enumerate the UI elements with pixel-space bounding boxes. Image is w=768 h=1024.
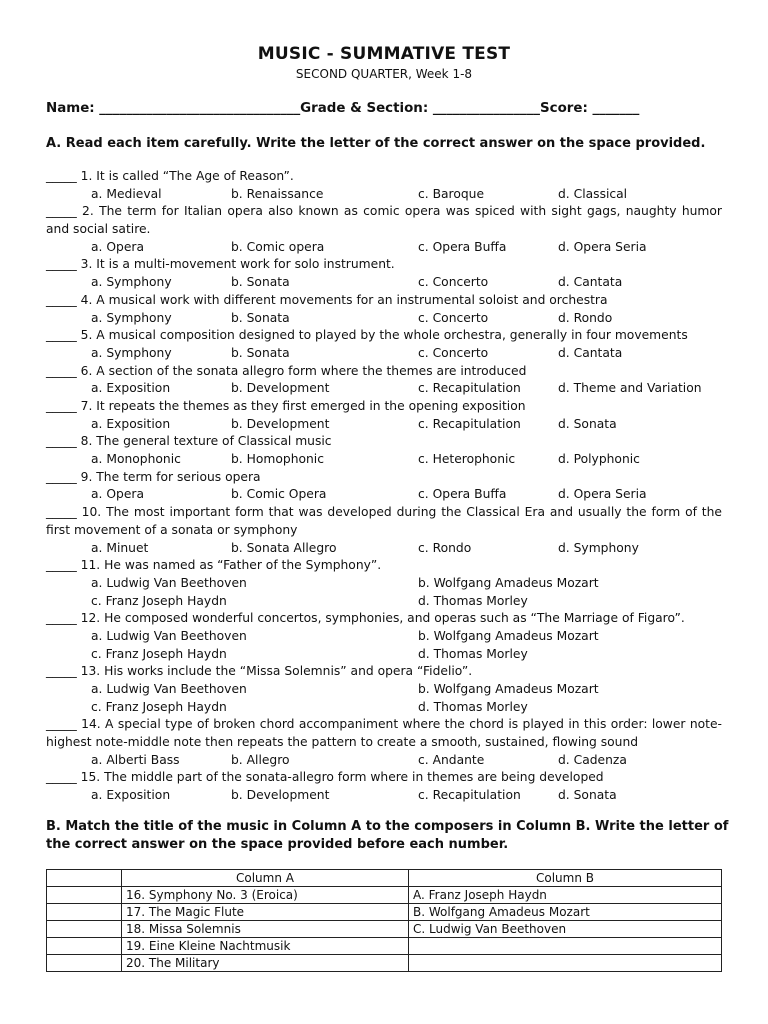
question-11: _____ 11. He was named as “Father of the Symphony”. [46,558,382,573]
options-row [46,646,722,664]
answer-option: a. Opera [91,487,144,502]
answer-option: c. Andante [418,752,485,767]
answer-option: b. Renaissance [231,186,324,201]
answer-option: d. Thomas Morley [418,593,528,608]
answer-option: d. Cadenza [558,752,627,767]
answer-option: b. Development [231,381,330,396]
part-b-instruction: B. Match the title of the music in Column A to the composers in Column B. Write the letter of the correct answer on the space provided before each number. [46,819,729,852]
answer-option: b. Comic opera [231,239,325,254]
answer-option: c. Opera Buffa [418,487,507,502]
matching-table [46,869,722,972]
column-b-cell: B. Wolfgang Amadeus Mozart [409,904,722,921]
answer-option: a. Exposition [91,416,171,431]
answer-option: b. Sonata Allegro [231,540,337,555]
table-row [47,938,722,955]
question-13: _____ 13. His works include the “Missa Solemnis” and opera “Fidelio”. [46,664,473,679]
answer-option: d. Cantata [558,275,623,290]
table-header-row [47,870,722,887]
question-2: _____ 2. The term for Italian opera also known as comic opera was spiced with sight gags, naughty humor and social satire. [46,204,722,237]
answer-option: c. Concerto [418,345,489,360]
options-row [46,787,722,805]
options-row [46,380,722,398]
answer-option: d. Thomas Morley [418,699,528,714]
answer-option: a. Alberti Bass [91,752,180,767]
options-row [46,451,722,469]
question-1: _____ 1. It is called “The Age of Reason”. [46,169,294,183]
answer-option: b. Wolfgang Amadeus Mozart [418,575,599,590]
options-row [46,310,722,328]
answer-option: a. Opera [91,239,144,254]
column-a-cell: 16. Symphony No. 3 (Eroica) [122,887,409,904]
answer-option: c. Opera Buffa [418,239,507,254]
answer-option: c. Franz Joseph Haydn [91,699,227,714]
table-row [47,887,722,904]
column-b-cell [409,955,722,972]
answer-option: d. Symphony [558,540,639,555]
answer-option: a. Symphony [91,345,172,360]
answer-option: a. Symphony [91,275,172,290]
answer-option: c. Baroque [418,186,485,201]
options-row [46,540,722,558]
answer-option: b. Wolfgang Amadeus Mozart [418,628,599,643]
answer-option: a. Symphony [91,310,172,325]
column-b-cell: A. Franz Joseph Haydn [409,887,722,904]
page-subtitle: SECOND QUARTER, Week 1-8 [295,67,473,81]
answer-option: b. Sonata [231,310,290,325]
question-10: _____ 10. The most important form that was developed during the Classical Era and usually the form of the first movement of a sonata or symphony [46,505,722,537]
answer-option: d. Theme and Variation [558,381,702,396]
answer-option: d. Classical [558,186,628,201]
table-row [47,955,722,972]
column-a-cell: 17. The Magic Flute [122,904,409,921]
answer-option: c. Rondo [418,540,472,555]
answer-option: b. Development [231,788,330,803]
answer-option: c. Franz Joseph Haydn [91,593,227,608]
answer-option: a. Ludwig Van Beethoven [91,628,247,643]
options-row [46,416,722,434]
answer-option: b. Sonata [231,275,290,290]
options-row [46,239,722,257]
answer-option: d. Sonata [558,416,617,431]
column-b-cell [409,938,722,955]
options-row [46,274,722,292]
column-b-header: Column B [409,870,722,887]
options-row [46,486,722,504]
question-6: _____ 6. A section of the sonata allegro form where the themes are introduced [46,363,527,378]
answer-option: d. Cantata [558,345,623,360]
answer-option: b. Wolfgang Amadeus Mozart [418,682,599,696]
answer-option: a. Minuet [91,540,149,555]
answer-option: c. Concerto [418,275,489,290]
answer-option: d. Opera Seria [558,239,647,254]
question-9: _____ 9. The term for serious opera [46,469,261,484]
options-row [46,699,722,717]
question-4: _____ 4. A musical work with different movements for an instrumental soloist and orchestra [46,292,608,307]
answer-option: a. Exposition [91,381,171,396]
answer-blank-cell [47,955,122,972]
answer-option: c. Recapitulation [418,381,521,396]
answer-option: a. Monophonic [91,452,181,467]
options-row [46,186,722,204]
answer-column-header [47,870,122,887]
answer-option: b. Homophonic [231,452,324,467]
answer-blank-cell [47,904,122,921]
answer-option: d. Opera Seria [558,487,647,502]
column-a-cell: 18. Missa Solemnis [122,921,409,938]
column-b-cell: C. Ludwig Van Beethoven [409,921,722,938]
answer-blank-cell [47,921,122,938]
options-row [46,628,722,646]
answer-option: b. Development [231,416,330,431]
question-3: _____ 3. It is a multi-movement work for solo instrument. [46,257,395,272]
answer-option: c. Heterophonic [418,452,516,467]
answer-option: b. Allegro [231,752,290,767]
answer-option: b. Comic Opera [231,487,327,502]
answer-option: a. Exposition [91,788,171,803]
answer-option: c. Franz Joseph Haydn [91,646,227,661]
page-title: MUSIC - SUMMATIVE TEST [257,44,511,64]
student-info-line: Name: ______________________________Grade & Section: ________________Score: _______ [46,101,640,116]
answer-blank-cell [47,887,122,904]
column-a-cell: 20. The Military [122,955,409,972]
table-row [47,921,722,938]
question-14: _____ 14. A special type of broken chord accompaniment where the chord is played in this order: lower note- highest note-middle note then repeats the pattern to create a smooth, sustained, flowing sound [46,717,722,750]
answer-option: d. Thomas Morley [418,646,528,661]
answer-option: c. Recapitulation [418,416,521,431]
options-row [46,752,722,770]
question-7: _____ 7. It repeats the themes as they first emerged in the opening exposition [46,398,526,413]
options-row [46,345,722,363]
answer-option: d. Polyphonic [558,452,640,467]
options-row [46,681,722,699]
table-row [47,904,722,921]
answer-option: a. Ludwig Van Beethoven [91,682,247,696]
options-row [46,593,722,611]
question-list [46,168,722,805]
question-12: _____ 12. He composed wonderful concertos, symphonies, and operas such as “The Marriage of Figaro”. [46,611,685,626]
options-row [46,575,722,593]
answer-option: d. Sonata [558,788,617,803]
question-5: _____ 5. A musical composition designed to played by the whole orchestra, generally in four movements [46,328,688,343]
question-15: _____ 15. The middle part of the sonata-allegro form where in themes are being developed [46,770,604,785]
answer-option: d. Rondo [558,310,613,325]
part-a-instruction: A. Read each item carefully. Write the letter of the correct answer on the space provided. [46,136,706,151]
answer-option: a. Medieval [91,186,162,201]
answer-option: b. Sonata [231,345,290,360]
answer-option: c. Recapitulation [418,788,521,803]
column-a-header: Column A [122,870,409,887]
answer-blank-cell [47,938,122,955]
answer-option: a. Ludwig Van Beethoven [91,575,247,590]
answer-option: c. Concerto [418,310,489,325]
question-8: _____ 8. The general texture of Classical music [46,434,332,449]
column-a-cell: 19. Eine Kleine Nachtmusik [122,938,409,955]
